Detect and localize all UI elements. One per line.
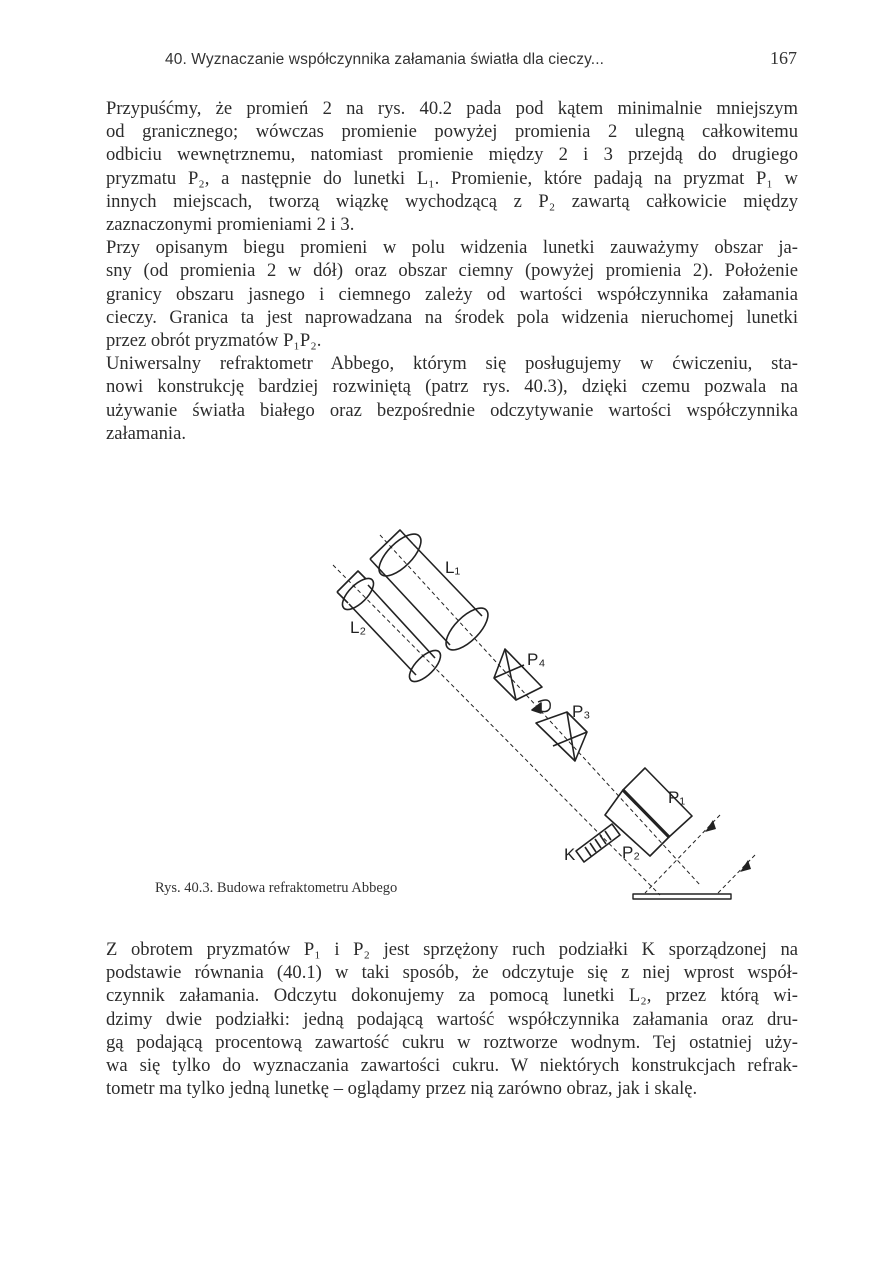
paragraph-1 [106,97,798,236]
text-line: dzimy dwie podziałki: jedną podającą wartość współczynnika załamania oraz dru- [106,1008,798,1030]
text-line: załamania. [106,422,187,444]
scale-k [576,824,620,862]
text-line: granicy obszaru jasnego i ciemnego zależy od wartości współczynnika załamania [106,283,798,305]
text-line: od granicznego; wówczas promienie powyżej promienia 2 ulegną całkowitemu [106,121,798,143]
text-line: używanie światła białego oraz bezpośrednie odczytywanie wartości współczynnika [106,399,798,421]
label-p4: P₄ [527,650,546,669]
text-line: gą podającą procentową zawartość cukru w roztworze wodnym. Tej ostatniej uży- [106,1031,798,1053]
text-line: Przy opisanym biegu promieni w polu widzenia lunetki zauważymy obszar ja- [106,237,798,259]
text-line: zaznaczonymi promieniami 2 i 3. [106,214,355,236]
text-line: Przypuśćmy, że promień 2 na rys. 40.2 pada pod kątem minimalnie mniejszym [106,98,798,119]
refractometer-diagram [300,515,780,905]
page-number: 167 [770,48,797,68]
text-line: czynnik załamania. Odczytu dokonujemy za pomocą lunetki L₂, przez którą wi- [106,985,798,1007]
text-line: odbiciu wewnętrznemu, natomiast promienie między 2 i 3 przejdą do drugiego [106,144,798,166]
text-line: innych miejscach, tworzą wiązkę wychodzącą z P₂ zawartą całkowicie między [106,190,798,212]
text-line: wa się tylko do wyznaczania zawartości cukru. W niektórych konstrukcjach refrak- [106,1055,798,1077]
text-line: podstawie równania (40.1) w taki sposób, że odczytuje się z niej wprost współ- [106,962,798,984]
label-l2: L₂ [350,618,367,637]
text-line: pryzmatu P₂, a następnie do lunetki L₁. Promienie, które padają na pryzmat P₁ w [106,167,798,189]
text-line: Uniwersalny refraktometr Abbego, którym się posługujemy w ćwiczeniu, sta- [106,353,798,375]
body-text-top [106,97,798,445]
figure-abbe-refractometer [300,515,780,905]
figure-caption: Rys. 40.3. Budowa refraktometru Abbego [155,880,398,896]
label-l1: L₁ [445,558,461,577]
text-line: tometr ma tylko jedną lunetkę – oglądamy przez nią zarówno obraz, jak i skalę. [106,1078,698,1100]
sample-plate [633,894,731,899]
text-line: przez obrót pryzmatów P₁P₂. [106,330,322,352]
label-p2: P₂ [622,843,640,862]
paragraph-3 [106,352,798,445]
label-k: K [564,845,576,864]
running-title: 40. Wyznaczanie współczynnika załamania światła dla cieczy... [165,51,605,68]
text-line: Z obrotem pryzmatów P₁ i P₂ jest sprzężony ruch podziałki K sporządzonej na [106,939,798,960]
paragraph-4 [106,938,798,1100]
body-text-bottom [106,938,798,1100]
text-line: cieczy. Granica ta jest naprowadzana na środek pola widzenia nieruchomej lunetki [106,306,798,328]
label-p1: P₁ [668,788,686,807]
page-header [165,48,797,69]
text-line: nowi konstrukcję bardziej rozwiniętą (patrz rys. 40.3), dzięki czemu pozwala na [106,376,798,398]
label-p3: P₃ [572,702,591,721]
paragraph-2 [106,236,798,352]
text-line: sny (od promienia 2 w dół) oraz obszar ciemny (powyżej promienia 2). Położenie [106,260,798,282]
